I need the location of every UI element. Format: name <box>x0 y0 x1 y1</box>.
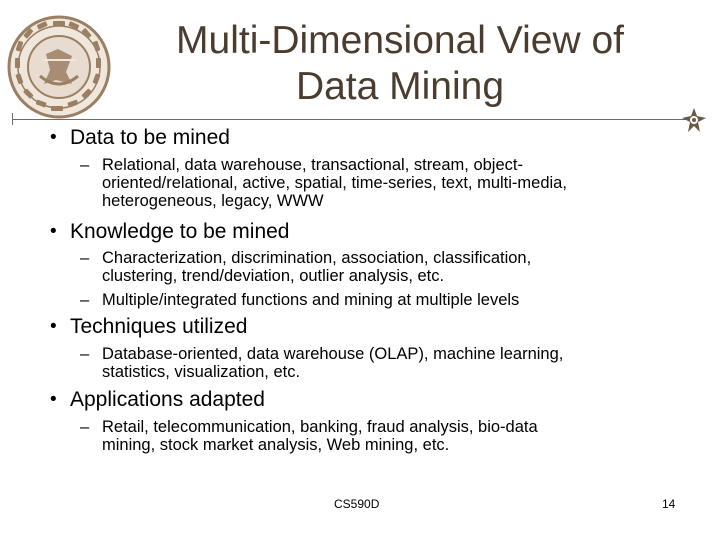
corner-ornament-icon <box>680 106 708 134</box>
title-line-1: Multi-Dimensional View of <box>176 19 624 62</box>
sub-item-techniques: – Database-oriented, data warehouse (OLAP), machine learning, statistics, visualization, etc. <box>80 345 564 381</box>
sub-item-data-types: – Relational, data warehouse, transactional, stream, object- oriented/relational, active, spatial, time-series, text, multi-media, heterogeneous, legacy, WWW <box>80 156 567 210</box>
footer-page-number: 14 <box>662 497 676 511</box>
slide-title <box>130 18 670 110</box>
title-rule <box>12 119 688 120</box>
bullet-data-to-be-mined: • Data to be mined <box>50 126 230 149</box>
bullet-techniques-utilized: • Techniques utilized <box>50 315 248 338</box>
sub-item-multiple-levels: – Multiple/integrated functions and mining at multiple levels <box>80 291 520 309</box>
footer-course-code: CS590D <box>334 497 380 511</box>
sub-item-applications: – Retail, telecommunication, banking, fraud analysis, bio-data mining, stock market analysis, Web mining, etc. <box>80 418 538 454</box>
sub-item-knowledge-kinds: – Characterization, discrimination, association, classification, clustering, trend/deviation, outlier analysis, etc. <box>80 249 532 285</box>
title-line-2: Data Mining <box>295 65 505 108</box>
university-seal-icon <box>6 14 112 120</box>
bullet-applications-adapted: • Applications adapted <box>50 388 265 411</box>
bullet-knowledge-to-be-mined: • Knowledge to be mined <box>50 220 290 243</box>
